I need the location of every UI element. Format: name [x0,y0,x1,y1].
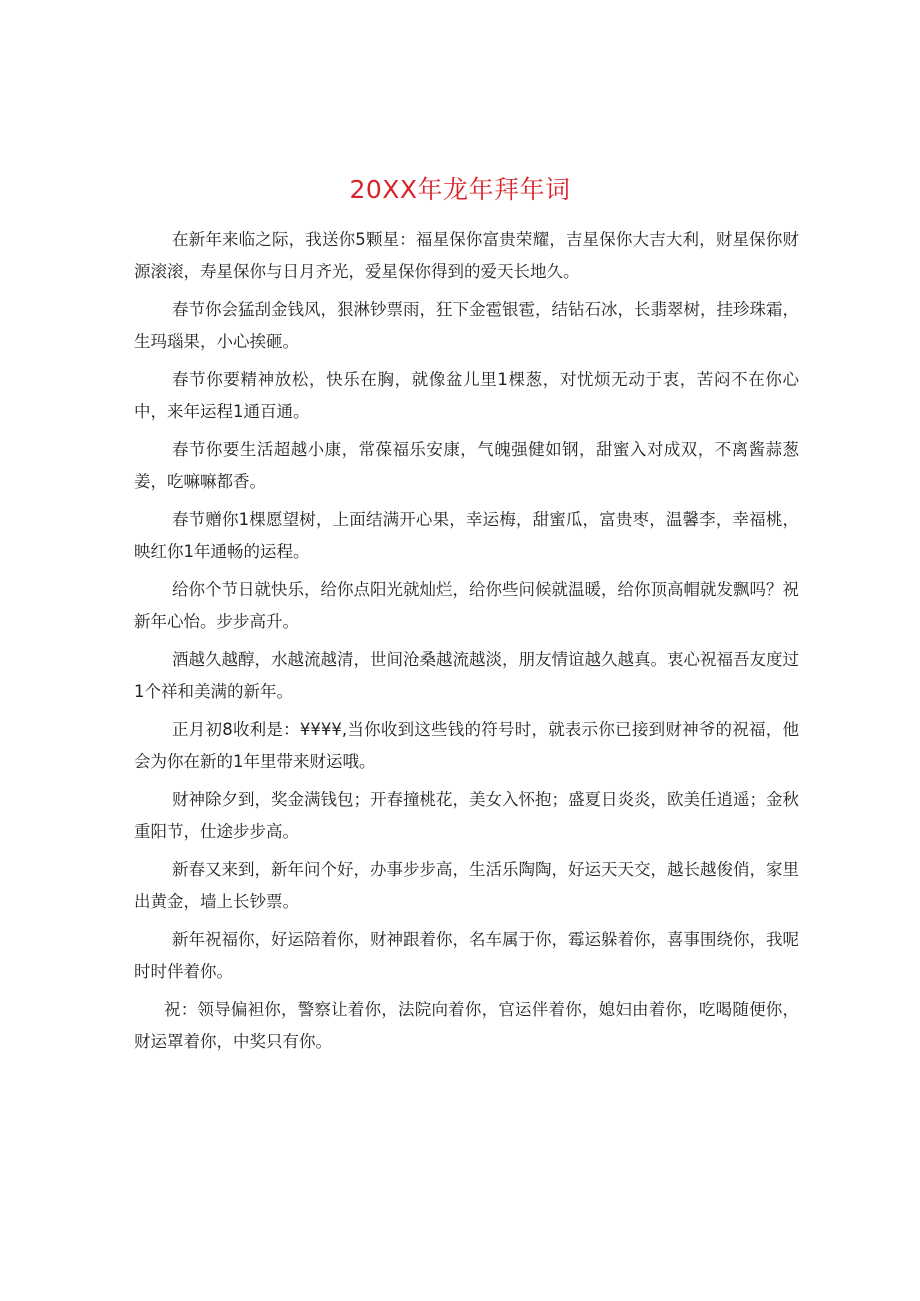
paragraph: 春节赠你1棵愿望树，上面结满开心果，幸运梅，甜蜜瓜，富贵枣，温馨李，幸福桃，映红你1年通畅的运程。 [134,510,799,561]
paragraph: 财神除夕到，奖金满钱包；开春撞桃花，美女入怀抱；盛夏日炎炎，欧美任逍遥；金秋重阳节，仕途步步高。 [134,790,799,841]
paragraph: 春节你要生活超越小康，常葆福乐安康，气魄强健如钢，甜蜜入对成双，不离酱蒜葱姜，吃嘛嘛都香。 [134,440,799,491]
document-body [134,224,799,1064]
paragraph: 春节你要精神放松，快乐在胸，就像盆儿里1棵葱，对忧烦无动于衷，苦闷不在你心中，来年运程1通百通。 [134,370,799,421]
paragraph: 酒越久越醇，水越流越清，世间沧桑越流越淡，朋友情谊越久越真。衷心祝福吾友度过1个祥和美满的新年。 [134,650,799,701]
paragraph: 新年祝福你，好运陪着你，财神跟着你，名车属于你，霉运躲着你，喜事围绕你，我呢时时伴着你。 [134,930,799,981]
paragraph: 新春又来到，新年问个好，办事步步高，生活乐陶陶，好运天天交，越长越俊俏，家里出黄金，墙上长钞票。 [134,860,799,911]
paragraph: 在新年来临之际，我送你5颗星：福星保你富贵荣耀，吉星保你大吉大利，财星保你财源滚滚，寿星保你与日月齐光，爱星保你得到的爱天长地久。 [134,230,799,281]
paragraph: 祝：领导偏袒你，警察让着你，法院向着你，官运伴着你，媳妇由着你，吃喝随便你，财运罩着你，中奖只有你。 [134,1000,799,1051]
paragraph: 正月初8收利是：¥¥¥¥,当你收到这些钱的符号时，就表示你已接到财神爷的祝福，他会为你在新的1年里带来财运哦。 [134,720,799,771]
paragraph: 春节你会猛刮金钱风，狠淋钞票雨，狂下金雹银雹，结钻石冰，长翡翠树，挂珍珠霜，生玛瑙果，小心挨砸。 [134,300,799,351]
document-title: 20XX年龙年拜年词 [349,175,571,204]
paragraph: 给你个节日就快乐，给你点阳光就灿烂，给你些问候就温暖，给你顶高帽就发飘吗？祝新年心怡。步步高升。 [134,580,799,631]
